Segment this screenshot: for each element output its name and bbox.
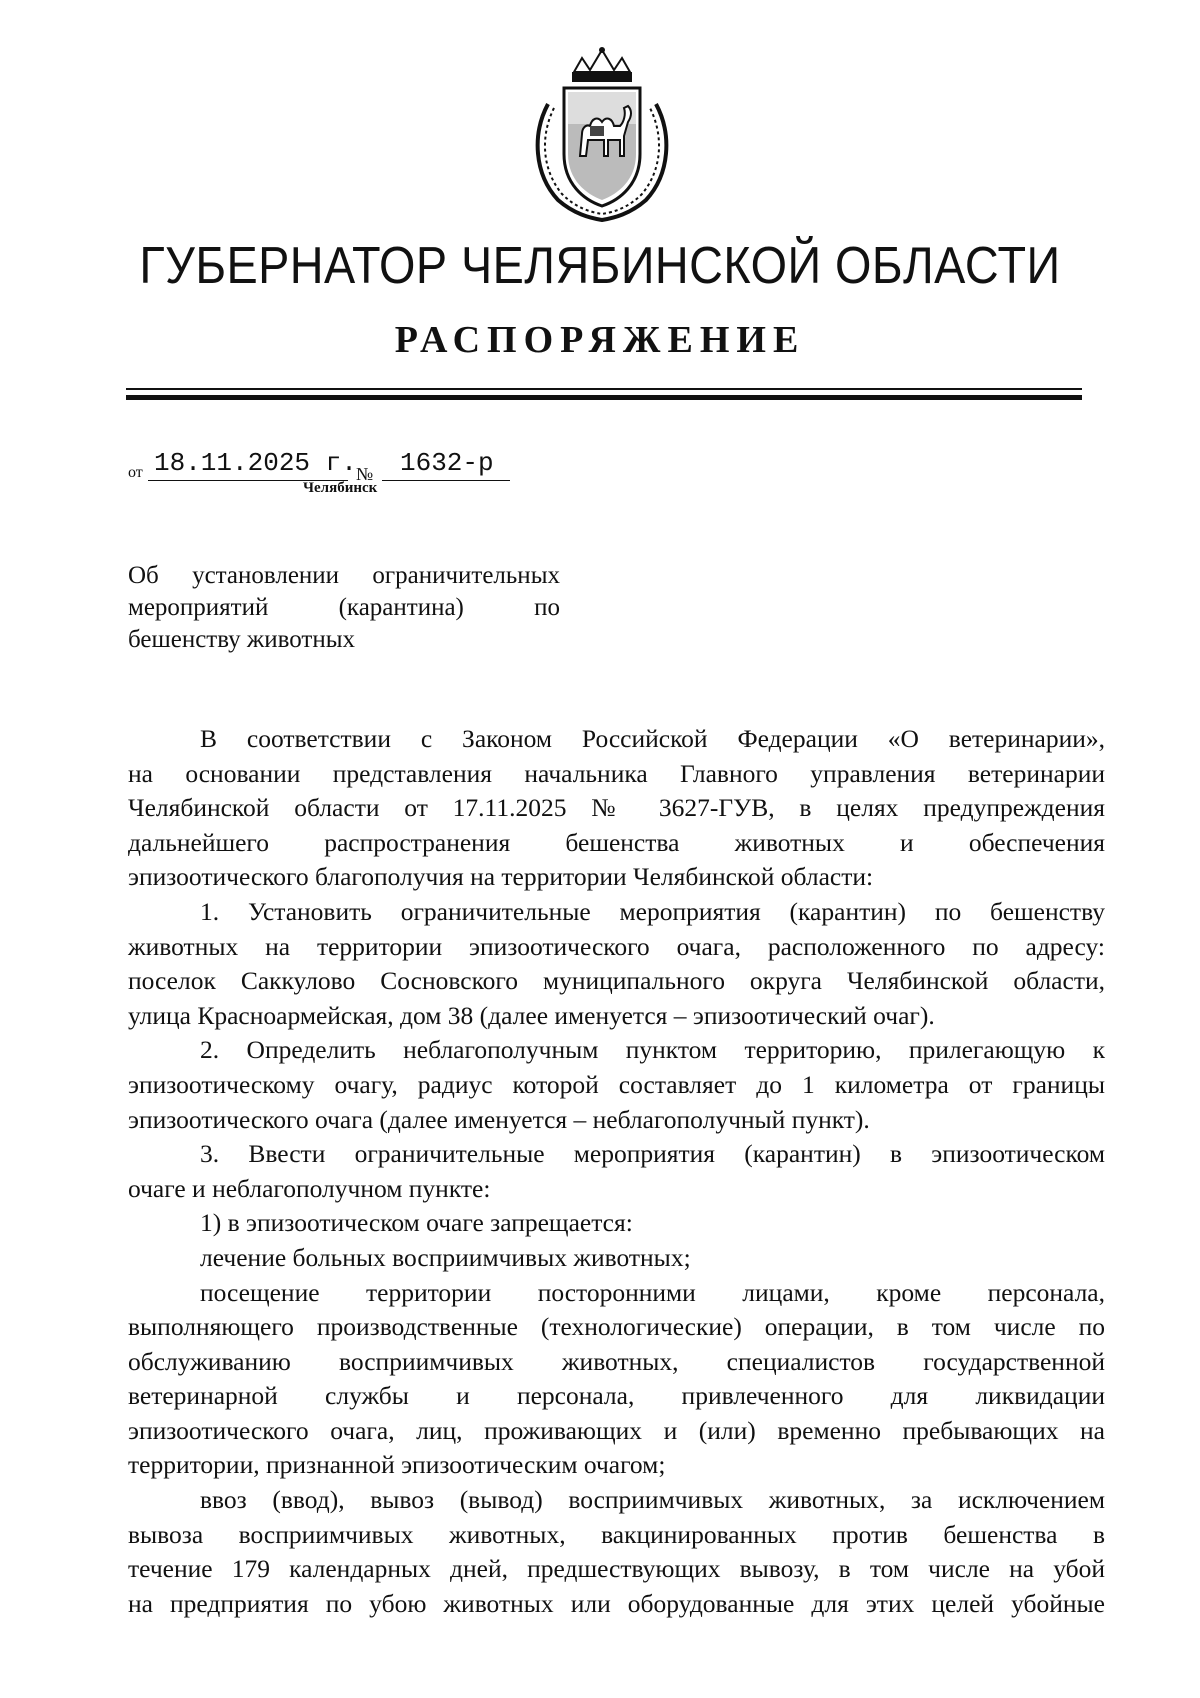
- body-line: 2. Определить неблагополучным пунктом территорию, прилегающую к: [200, 1035, 1105, 1065]
- body-line: улица Красноармейская, дом 38 (далее именуется – эпизоотический очаг).: [128, 1000, 935, 1030]
- date-prefix: от: [128, 464, 143, 481]
- body-line: 3. Ввести ограничительные мероприятия (карантин) в эпизоотическом: [200, 1139, 1105, 1169]
- body-line: эпизоотическому очагу, радиус которой составляет до 1 километра от границы: [128, 1069, 1105, 1099]
- body-line: вывоза восприимчивых животных, вакцинированных против бешенства в: [128, 1519, 1105, 1549]
- document-body: [128, 722, 1105, 1621]
- body-line: территории, признанной эпизоотическим очагом;: [128, 1450, 666, 1480]
- body-line: животных на территории эпизоотического очага, расположенного по адресу:: [128, 931, 1105, 961]
- document-subject: [128, 560, 560, 656]
- body-line: эпизоотического очага (далее именуется – неблагополучный пункт).: [128, 1104, 870, 1134]
- authority-title: ГУБЕРНАТОР ЧЕЛЯБИНСКОЙ ОБЛАСТИ: [139, 237, 1061, 295]
- body-line: выполняющего производственные (технологические) операции, в том числе по: [128, 1312, 1105, 1342]
- document-type-title: РАСПОРЯЖЕНИЕ: [394, 319, 806, 361]
- document-number: 1632-р: [400, 448, 494, 478]
- body-line: течение 179 календарных дней, предшествующих вывозу, в том числе на убой: [128, 1554, 1105, 1584]
- body-line: поселок Саккулово Сосновского муниципального округа Челябинской области,: [128, 966, 1105, 996]
- document-date: 18.11.2025 г.: [154, 448, 357, 478]
- body-line: на предприятия по убою животных или оборудованные для этих целей убойные: [128, 1588, 1105, 1618]
- camel-emblem-icon: [528, 44, 676, 222]
- body-line: обслуживанию восприимчивых животных, специалистов государственной: [128, 1346, 1105, 1376]
- body-line: эпизоотического очага, лиц, проживающих и (или) временно пребывающих на: [128, 1415, 1105, 1445]
- number-prefix: №: [356, 464, 374, 484]
- body-line: 1) в эпизоотическом очаге запрещается:: [200, 1208, 633, 1238]
- body-line: 1. Установить ограничительные мероприятия (карантин) по бешенству: [200, 896, 1105, 926]
- subject-line: бешенству животных: [128, 626, 355, 653]
- subject-line: мероприятий (карантина) по: [128, 594, 560, 621]
- header-rule-thick: [126, 395, 1082, 400]
- city-name: Челябинск: [303, 480, 378, 496]
- body-line: очаге и неблагополучном пункте:: [128, 1173, 491, 1203]
- body-line: лечение больных восприимчивых животных;: [200, 1242, 691, 1272]
- body-line: Челябинской области от 17.11.2025 № 3627-ГУВ, в целях предупреждения: [128, 793, 1105, 823]
- body-line: на основании представления начальника Главного управления ветеринарии: [128, 758, 1105, 788]
- number-underline: [382, 480, 510, 481]
- body-line: дальнейшего распространения бешенства животных и обеспечения: [128, 827, 1105, 857]
- body-line: посещение территории посторонними лицами, кроме персонала,: [200, 1277, 1105, 1307]
- body-line: эпизоотического благополучия на территории Челябинской области:: [128, 862, 874, 892]
- body-line: В соответствии с Законом Российской Федерации «О ветеринарии»,: [200, 724, 1105, 753]
- body-line: ветеринарной службы и персонала, привлеченного для ликвидации: [128, 1381, 1105, 1411]
- subject-line: Об установлении ограничительных: [128, 562, 560, 589]
- coat-of-arms-emblem: [528, 44, 676, 222]
- body-line: ввоз (ввод), вывоз (вывод) восприимчивых животных, за исключением: [200, 1485, 1105, 1515]
- header-rule-thin: [126, 388, 1082, 390]
